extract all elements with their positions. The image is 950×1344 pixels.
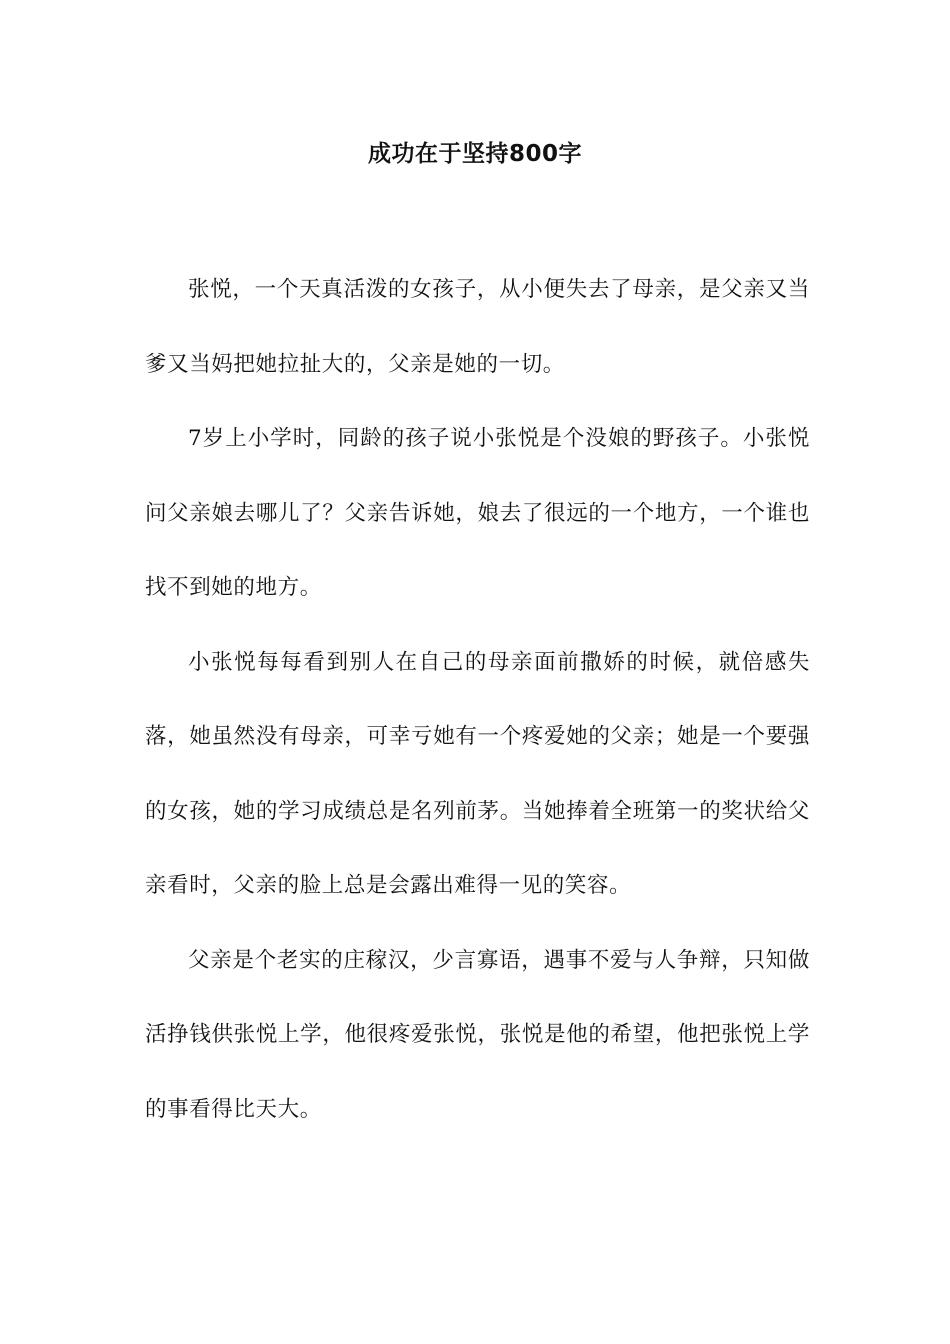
document-title: 成功在于坚持800字	[367, 141, 582, 167]
paragraph-1: 张悦，一个天真活泼的女孩子，从小便失去了母亲，是父亲又当爹又当妈把她拉扯大的，父亲是她的一切。	[145, 277, 810, 377]
paragraph-2: 7岁上小学时，同龄的孩子说小张悦是个没娘的野孩子。小张悦问父亲娘去哪儿了？父亲告诉她，娘去了很远的一个地方，一个谁也找不到她的地方。	[145, 426, 810, 600]
paragraph-3: 小张悦每每看到别人在自己的母亲面前撒娇的时候，就倍感失落，她虽然没有母亲，可幸亏她有一个疼爱她的父亲；她是一个要强的女孩，她的学习成绩总是名列前茅。当她捧着全班第一的奖状给父亲看时，父亲的脸上总是会露出难得一见的笑容。	[145, 649, 810, 898]
paragraph-4: 父亲是个老实的庄稼汉，少言寡语，遇事不爱与人争辩，只知做活挣钱供张悦上学，他很疼爱张悦，张悦是他的希望，他把张悦上学的事看得比天大。	[145, 947, 810, 1122]
document-body	[145, 253, 810, 1147]
